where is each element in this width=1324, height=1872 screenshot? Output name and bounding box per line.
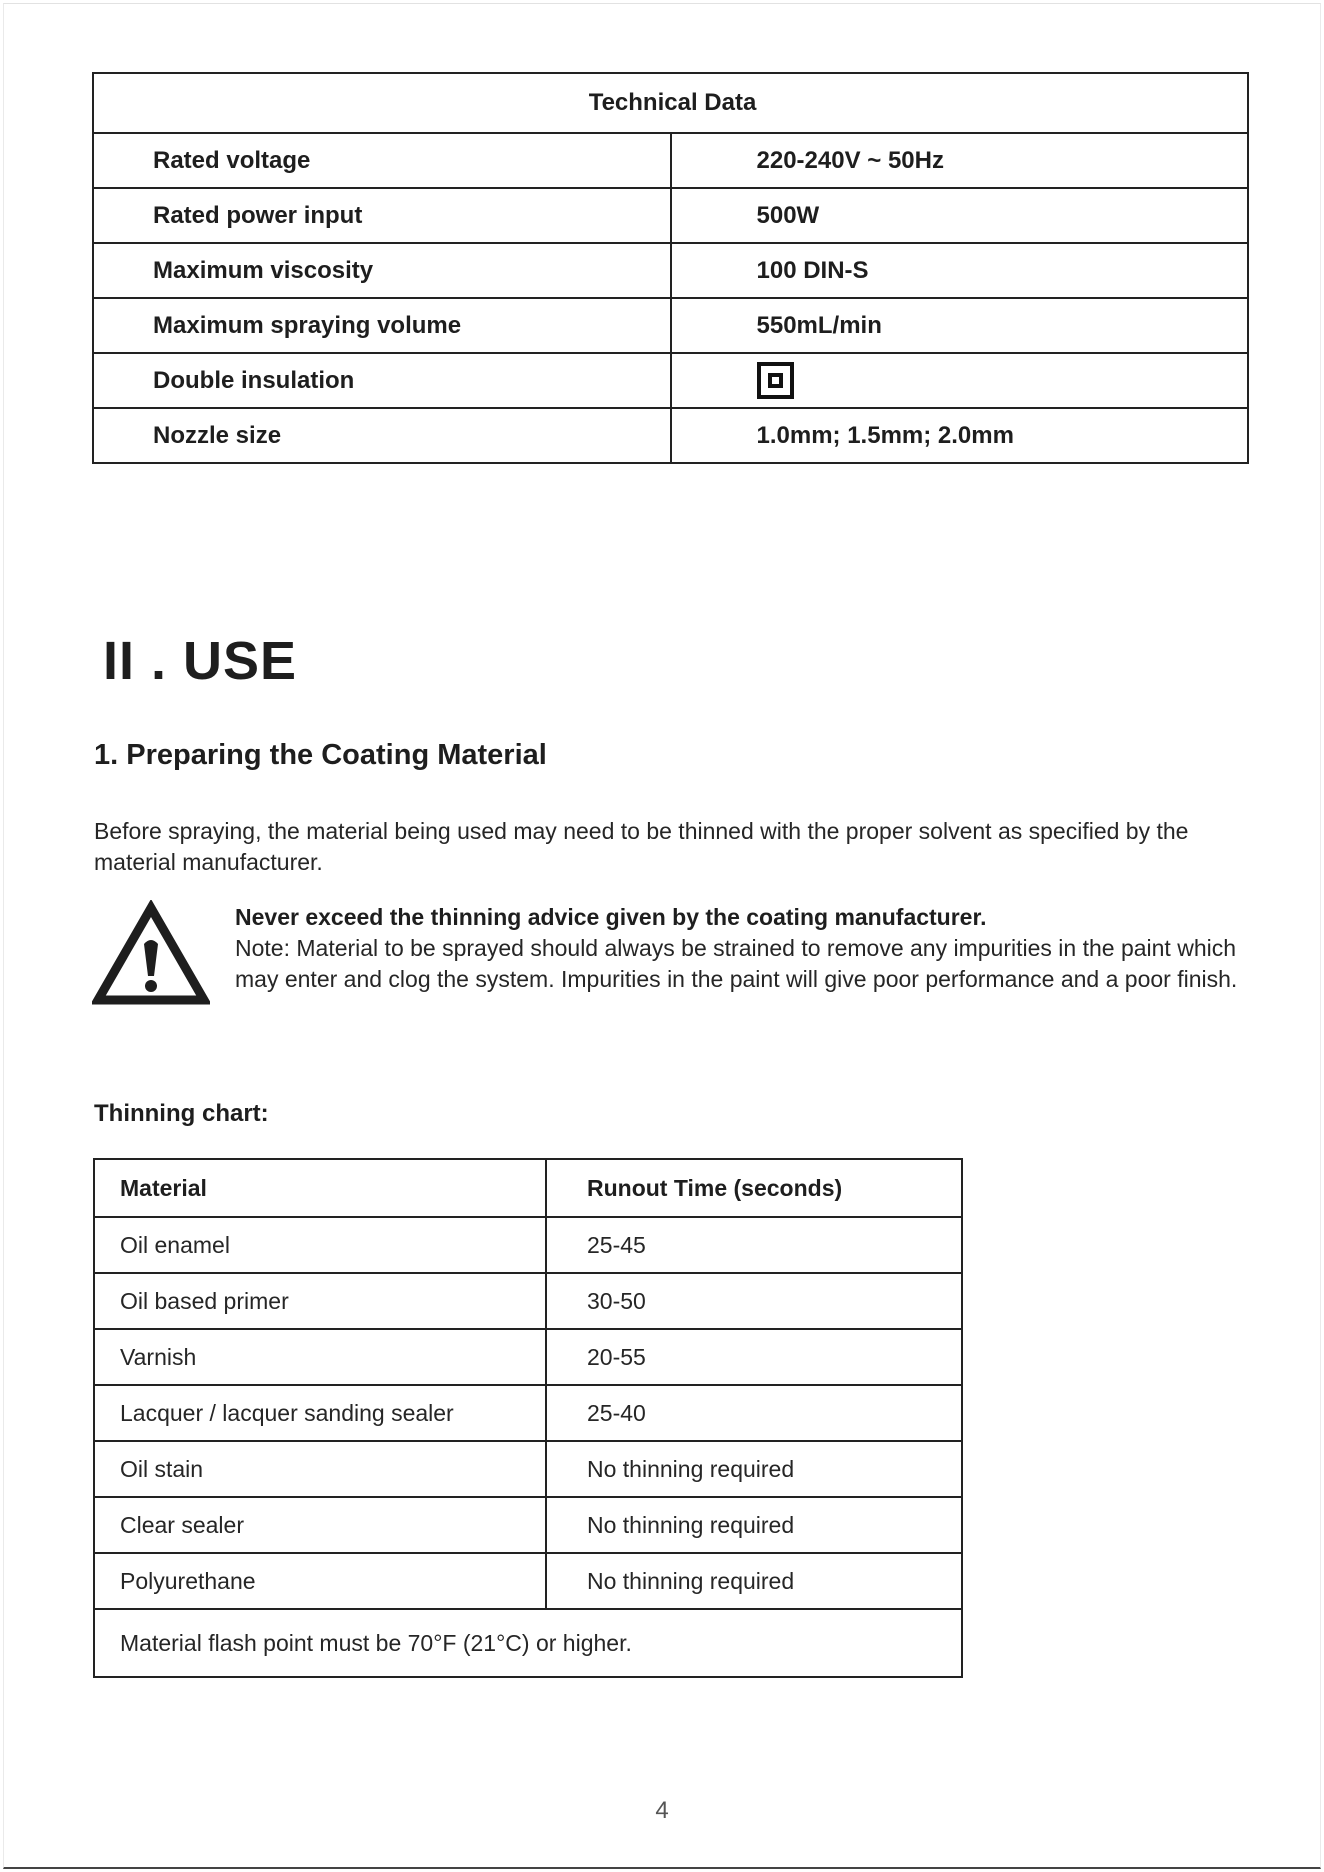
flash-point-note: Material flash point must be 70°F (21°C) or higher. bbox=[94, 1609, 962, 1677]
spec-label: Rated voltage bbox=[93, 133, 671, 188]
spec-value: 100 DIN-S bbox=[671, 243, 1249, 298]
spec-label: Double insulation bbox=[93, 353, 671, 408]
spec-label: Rated power input bbox=[93, 188, 671, 243]
technical-data-table bbox=[92, 72, 1249, 464]
spec-label: Maximum spraying volume bbox=[93, 298, 671, 353]
thinning-chart-table bbox=[93, 1158, 963, 1678]
runout-cell: No thinning required bbox=[546, 1553, 962, 1609]
double-insulation-icon bbox=[757, 362, 794, 399]
material-cell: Clear sealer bbox=[94, 1497, 546, 1553]
technical-data-title: Technical Data bbox=[93, 73, 1248, 133]
table-footnote-row bbox=[94, 1609, 962, 1677]
material-cell: Oil enamel bbox=[94, 1217, 546, 1273]
warning-text bbox=[235, 902, 1255, 995]
table-row bbox=[93, 298, 1248, 353]
table-row bbox=[94, 1273, 962, 1329]
material-cell: Oil stain bbox=[94, 1441, 546, 1497]
runout-cell: No thinning required bbox=[546, 1497, 962, 1553]
table-row bbox=[94, 1217, 962, 1273]
table-row bbox=[93, 243, 1248, 298]
runout-cell: 30-50 bbox=[546, 1273, 962, 1329]
table-row bbox=[93, 133, 1248, 188]
intro-paragraph: Before spraying, the material being used may need to be thinned with the proper solvent as specified by the material manufacturer. bbox=[94, 818, 1189, 875]
spec-value: 220-240V ~ 50Hz bbox=[671, 133, 1249, 188]
column-header: Runout Time (seconds) bbox=[546, 1159, 962, 1217]
section-title: II . USE bbox=[103, 631, 298, 691]
spec-value: 1.0mm; 1.5mm; 2.0mm bbox=[671, 408, 1249, 463]
table-row bbox=[94, 1385, 962, 1441]
column-header: Material bbox=[94, 1159, 546, 1217]
spec-value: 550mL/min bbox=[671, 298, 1249, 353]
table-row bbox=[94, 1553, 962, 1609]
runout-cell: 25-45 bbox=[546, 1217, 962, 1273]
table-header-row bbox=[93, 73, 1248, 133]
spec-value bbox=[671, 353, 1249, 408]
material-cell: Oil based primer bbox=[94, 1273, 546, 1329]
spec-label: Maximum viscosity bbox=[93, 243, 671, 298]
table-header-row bbox=[94, 1159, 962, 1217]
warning-triangle-icon bbox=[92, 900, 210, 1008]
material-cell: Lacquer / lacquer sanding sealer bbox=[94, 1385, 546, 1441]
runout-cell: No thinning required bbox=[546, 1441, 962, 1497]
warning-note: Note: Material to be sprayed should always be strained to remove any impurities in the paint which may enter and clog the system. Impurities in the paint will give poor performance and a poor finish. bbox=[235, 935, 1238, 992]
table-row bbox=[93, 353, 1248, 408]
subsection-title: 1. Preparing the Coating Material bbox=[94, 739, 547, 771]
table-row bbox=[93, 188, 1248, 243]
page-number: 4 bbox=[655, 1797, 669, 1824]
runout-cell: 20-55 bbox=[546, 1329, 962, 1385]
table-row bbox=[94, 1441, 962, 1497]
material-cell: Polyurethane bbox=[94, 1553, 546, 1609]
warning-bold-text: Never exceed the thinning advice given by the coating manufacturer. bbox=[235, 904, 987, 930]
spec-value: 500W bbox=[671, 188, 1249, 243]
table-row bbox=[94, 1329, 962, 1385]
table-row bbox=[93, 408, 1248, 463]
table-row bbox=[94, 1497, 962, 1553]
material-cell: Varnish bbox=[94, 1329, 546, 1385]
thinning-chart-heading: Thinning chart: bbox=[94, 1100, 269, 1127]
runout-cell: 25-40 bbox=[546, 1385, 962, 1441]
spec-label: Nozzle size bbox=[93, 408, 671, 463]
